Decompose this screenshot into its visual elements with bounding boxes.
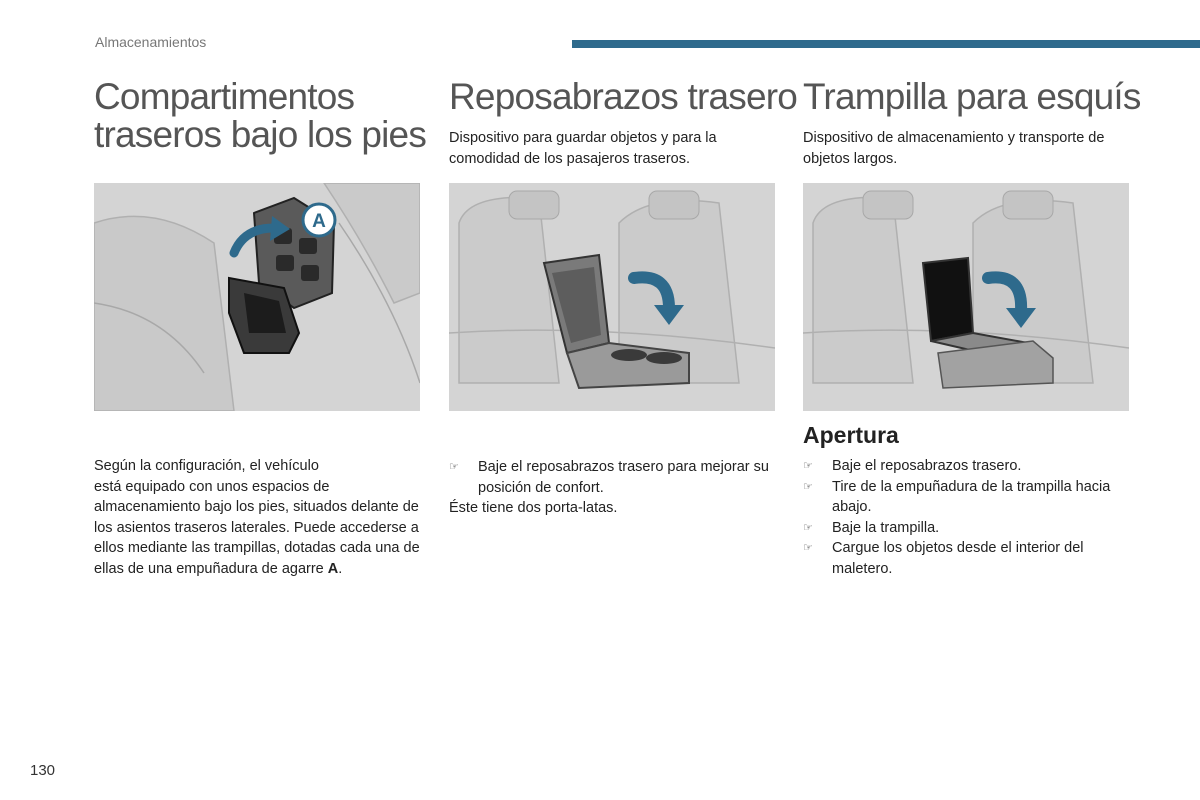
footwell-storage-description — [94, 456, 422, 579]
label-a: A — [312, 211, 326, 232]
pointing-hand-icon: ☞ — [803, 542, 813, 554]
pointing-hand-icon: ☞ — [803, 480, 813, 493]
bullet-text: Cargue los objetos desde el interior del maletero. — [832, 540, 1084, 577]
description-line-1: Según la configuración, el vehículo — [94, 458, 319, 474]
heading-ski-hatch: Trampilla para esquís — [803, 76, 1141, 117]
heading-line-1: Compartimentos — [94, 76, 355, 117]
pointing-hand-icon: ☞ — [803, 460, 813, 472]
description-period: . — [338, 560, 343, 577]
heading-footwell-storage — [94, 76, 427, 155]
rear-armrest-instructions — [449, 457, 777, 519]
heading-rear-armrest: Reposabrazos trasero — [449, 76, 798, 117]
column-footwell-storage — [94, 76, 427, 155]
page-number: 130 — [30, 762, 56, 779]
cup-holder-note: Éste tiene dos porta-latas. — [449, 500, 618, 516]
subheading-opening: Apertura — [803, 422, 899, 448]
list-item — [803, 538, 1129, 579]
ski-hatch-bullets — [803, 456, 1129, 579]
bullet-text: Baje el reposabrazos trasero para mejorar su posición de confort. — [478, 459, 769, 496]
pointing-hand-icon: ☞ — [449, 461, 459, 473]
handle-label-a: A — [327, 560, 339, 577]
footwell-storage-illustration — [94, 183, 420, 411]
list-item — [803, 477, 1129, 518]
bullet-text: Tire de la empuñadura de la trampilla hacia abajo. — [832, 478, 1111, 515]
bullet-text: Baje la trampilla. — [832, 519, 940, 536]
ski-hatch-instructions — [803, 456, 1129, 579]
intro-ski-hatch: Dispositivo de almacenamiento y transporte de objetos largos. — [803, 130, 1105, 167]
heading-line-2: traseros bajo los pies — [94, 114, 427, 155]
list-item — [803, 456, 1129, 477]
section-label: Almacenamientos — [95, 34, 207, 50]
column-ski-hatch — [803, 76, 1141, 170]
rear-armrest-bullets — [449, 457, 777, 498]
ski-hatch-illustration — [803, 183, 1129, 411]
bullet-text: Baje el reposabrazos trasero. — [832, 458, 1022, 474]
list-item — [449, 457, 777, 498]
description-body: está equipado con unos espacios de almacenamiento bajo los pies, situados delante de los asientos traseros laterales. Puede accederse a ellos mediante las trampillas, dotadas cada una de ellas de una empuñadura de agarre — [94, 478, 420, 577]
header-accent-bar — [572, 40, 1200, 48]
rear-armrest-illustration — [449, 183, 775, 411]
pointing-hand-icon: ☞ — [803, 521, 813, 534]
intro-rear-armrest: Dispositivo para guardar objetos y para la comodidad de los pasajeros traseros. — [449, 130, 717, 167]
column-rear-armrest — [449, 76, 798, 170]
list-item — [803, 518, 1129, 539]
